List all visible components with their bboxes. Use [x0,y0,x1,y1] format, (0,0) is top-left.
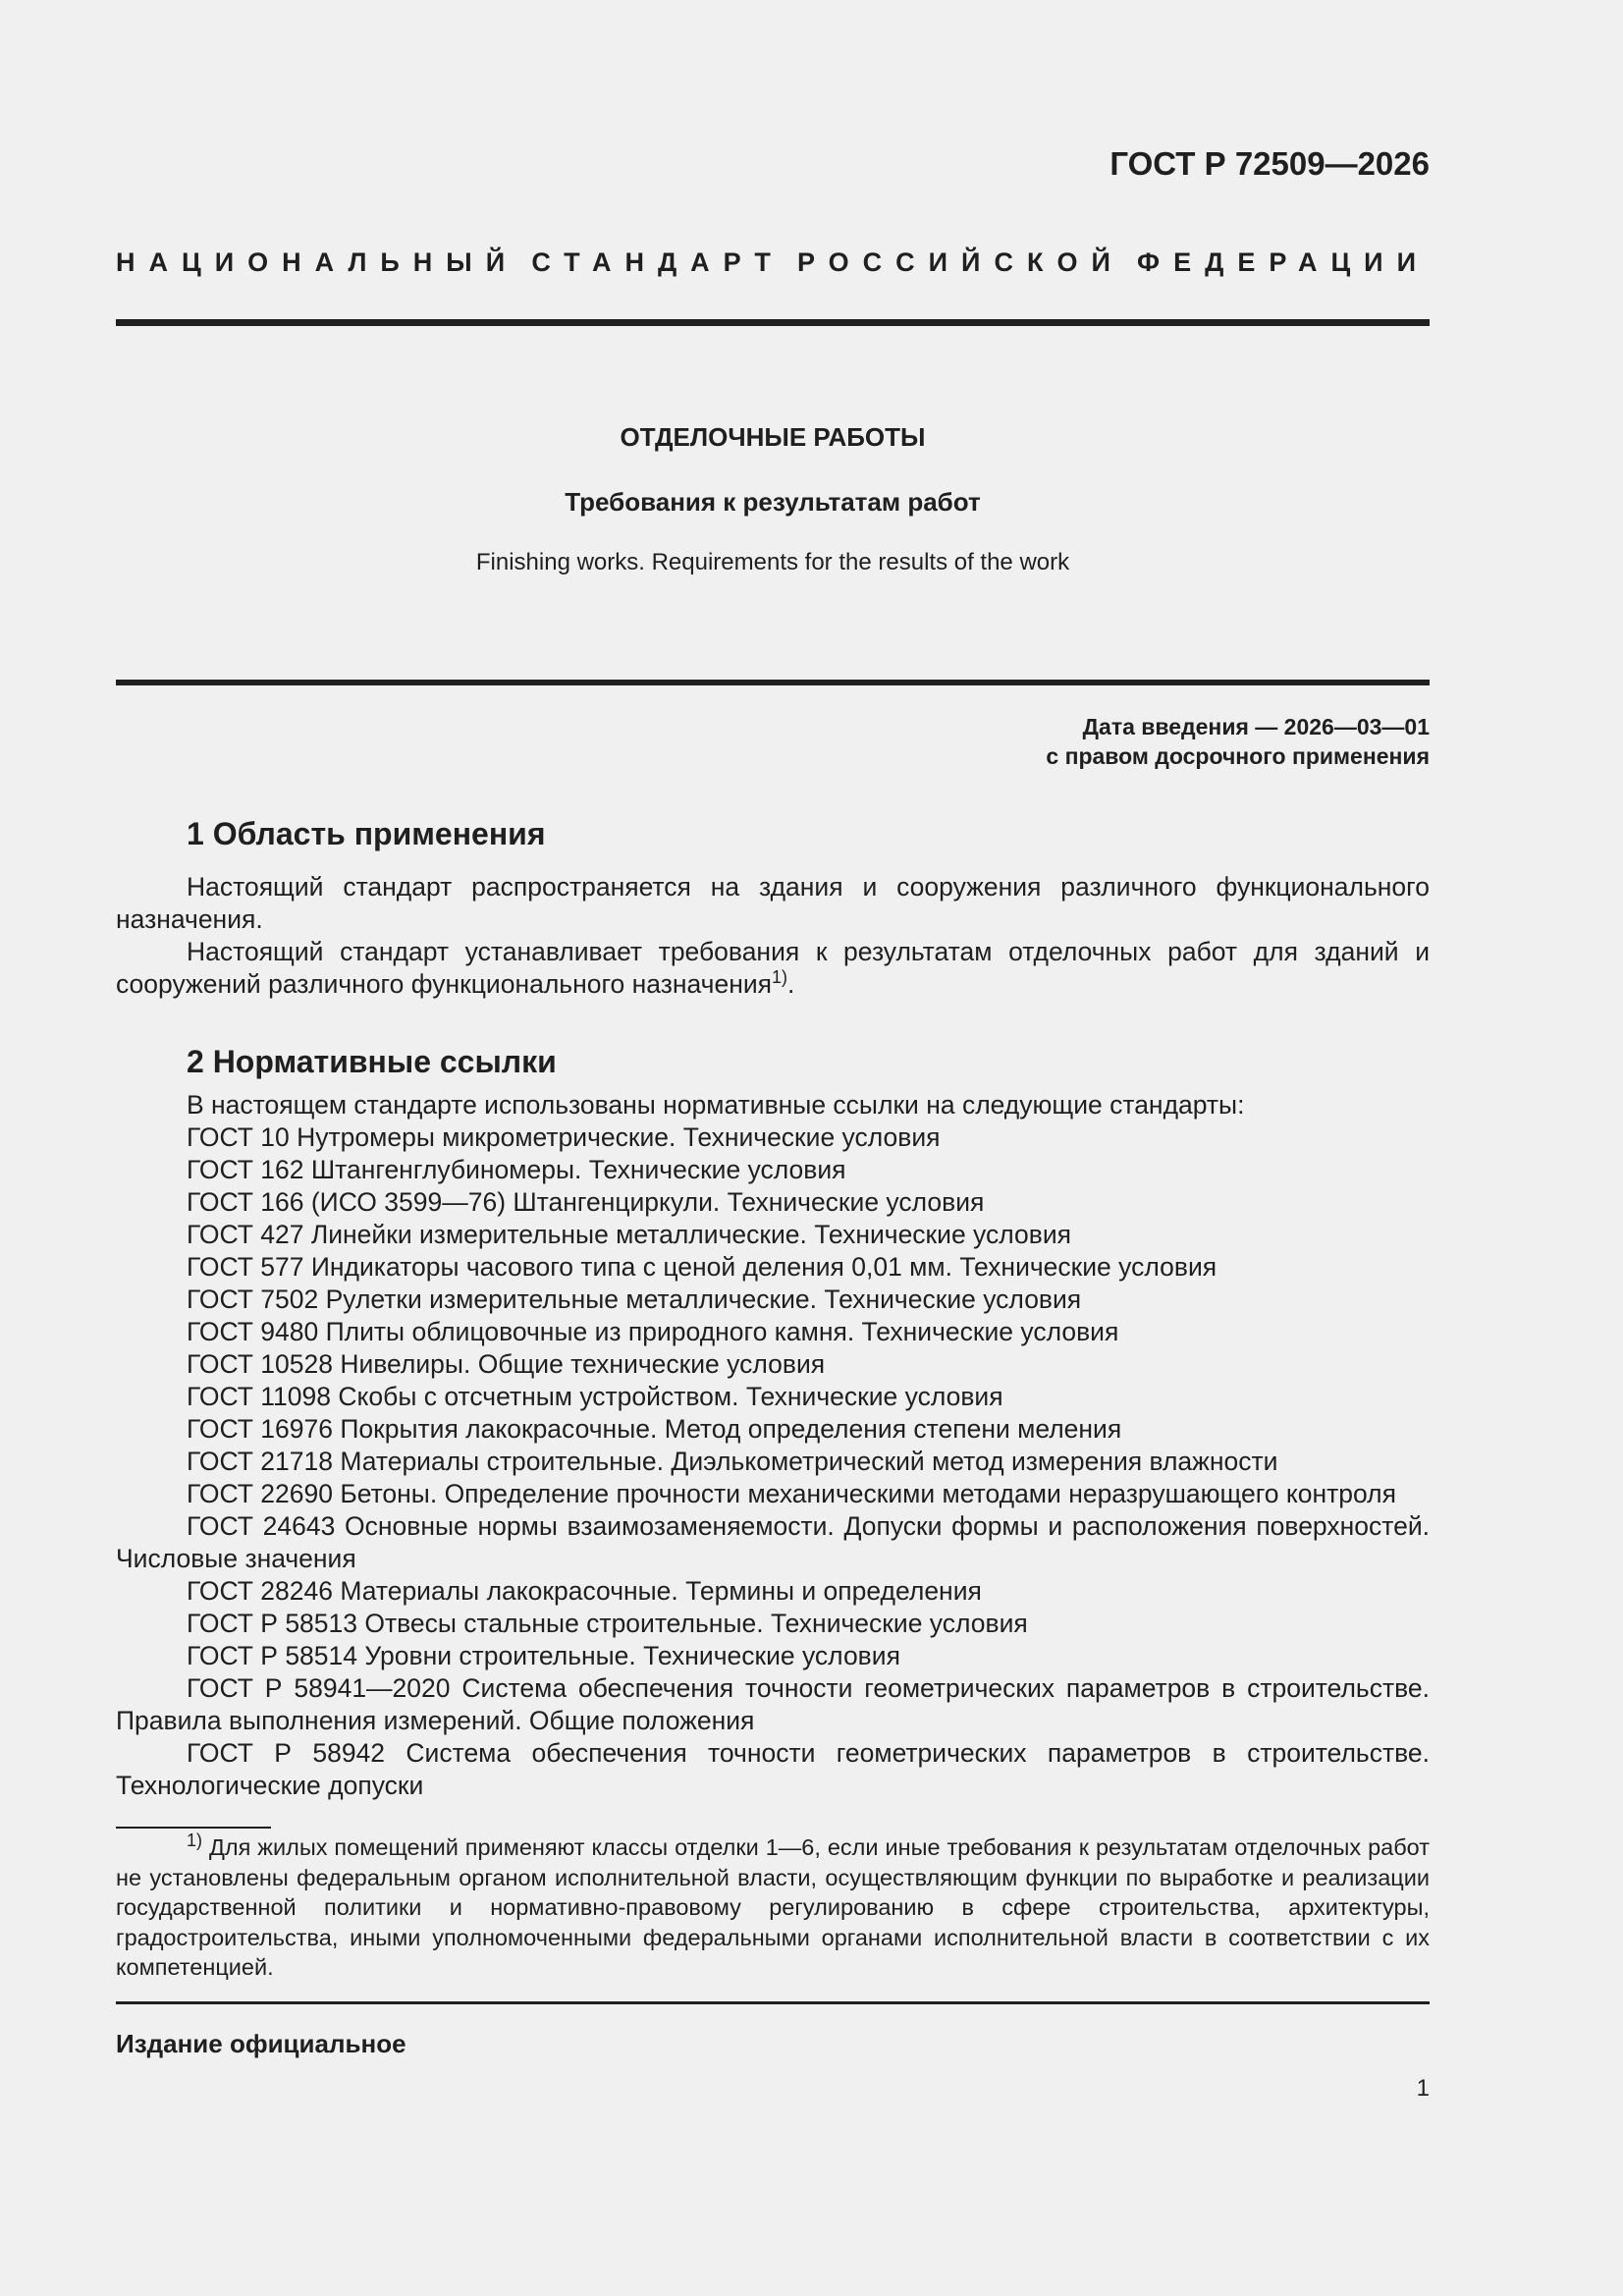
reference-item: ГОСТ 166 (ИСО 3599—76) Штангенциркули. Технические условия [187,1187,985,1217]
banner-word-4: ФЕДЕРАЦИИ [1137,247,1430,277]
banner-word-3: РОССИЙСКОЙ [797,247,1124,277]
document-subtitle: Требования к результатам работ [565,487,981,517]
footnote [116,1832,1430,1983]
scope-paragraph-2 [116,936,1430,1001]
header-rule [116,319,1430,326]
introduction-date: Дата введения — 2026—03—01 [1082,714,1430,739]
footnote-text: Для жилых помещений применяют классы отделки 1—6, если иные требования к результатам отделочных работ не установлены федеральным органом исполнительной власти, осуществляющим функции по выработке и реализации государственной политики и нормативно-правовому регулированию в сфере строительства, архитектуры, градостроительства, иными уполномоченными федеральными органами исполнительной власти в соответствии с их компетенцией. [116,1834,1430,1980]
document-title: ОТДЕЛОЧНЫЕ РАБОТЫ [620,422,926,452]
section-normative-references [116,1042,1430,1802]
reference-item: ГОСТ 577 Индикаторы часового типа с ценой деления 0,01 мм. Технические условия [187,1252,1217,1282]
national-standard-banner [116,247,1430,278]
english-title: Finishing works. Requirements for the results of the work [475,549,1070,575]
scope-paragraph-1: Настоящий стандарт распространяется на здания и сооружения различного функционального назначения. [116,872,1430,934]
reference-item: ГОСТ 9480 Плиты облицовочные из природного камня. Технические условия [187,1317,1119,1346]
reference-item: ГОСТ 22690 Бетоны. Определение прочности механическими методами неразрушающего контроля [187,1479,1396,1508]
section-heading-scope: 1 Область применения [187,816,546,851]
reference-item: ГОСТ 16976 Покрытия лакокрасочные. Метод определения степени меления [187,1414,1122,1444]
official-edition-label: Издание официальное [116,2029,406,2058]
page-number: 1 [1416,2075,1430,2102]
scope-paragraph-2-text: Настоящий стандарт устанавливает требования к результатам отделочных работ для зданий и сооружений различного функционального назначения [116,937,1430,999]
reference-item: ГОСТ Р 58941—2020 Система обеспечения точности геометрических параметров в строительстве. Правила выполнения измерений. Общие положения [116,1673,1430,1735]
references-intro: В настоящем стандарте использованы нормативные ссылки на следующие стандарты: [187,1090,1245,1120]
reference-item: ГОСТ 427 Линейки измерительные металлические. Технические условия [187,1220,1071,1249]
reference-item: ГОСТ Р 58514 Уровни строительные. Технические условия [187,1641,900,1670]
standard-number: ГОСТ Р 72509—2026 [1109,145,1430,182]
section-scope [116,814,1430,1001]
reference-item: ГОСТ 10 Нутромеры микрометрические. Технические условия [187,1122,941,1152]
reference-item: ГОСТ 21718 Материалы строительные. Диэлькометрический метод измерения влажности [187,1447,1278,1476]
footer-rule [116,2001,1430,2004]
reference-list [116,1121,1430,1802]
banner-word-1: НАЦИОНАЛЬНЫЙ [116,247,519,277]
early-application-note: с правом досрочного применения [1046,743,1430,769]
reference-item: ГОСТ 10528 Нивелиры. Общие технические условия [187,1349,826,1379]
reference-item: ГОСТ 24643 Основные нормы взаимозаменяемости. Допуски формы и расположения поверхностей. Числовые значения [116,1511,1430,1573]
scope-paragraph-2-end: . [787,969,795,999]
footnote-reference[interactable]: 1) [772,967,788,988]
reference-item: ГОСТ Р 58513 Отвесы стальные строительные. Технические условия [187,1609,1028,1638]
reference-item: ГОСТ 11098 Скобы с отсчетным устройством. Технические условия [187,1382,1003,1411]
banner-word-2: СТАНДАРТ [531,247,784,277]
reference-item: ГОСТ 162 Штангенглубиномеры. Технические условия [187,1155,846,1184]
reference-item: ГОСТ 7502 Рулетки измерительные металлические. Технические условия [187,1285,1082,1314]
section-heading-references: 2 Нормативные ссылки [187,1044,557,1079]
reference-item: ГОСТ Р 58942 Система обеспечения точности геометрических параметров в строительстве. Технологические допуски [116,1738,1430,1800]
reference-item: ГОСТ 28246 Материалы лакокрасочные. Термины и определения [187,1576,982,1606]
footnote-mark: 1) [187,1831,203,1851]
footnote-separator [116,1827,271,1829]
title-rule [116,680,1430,685]
